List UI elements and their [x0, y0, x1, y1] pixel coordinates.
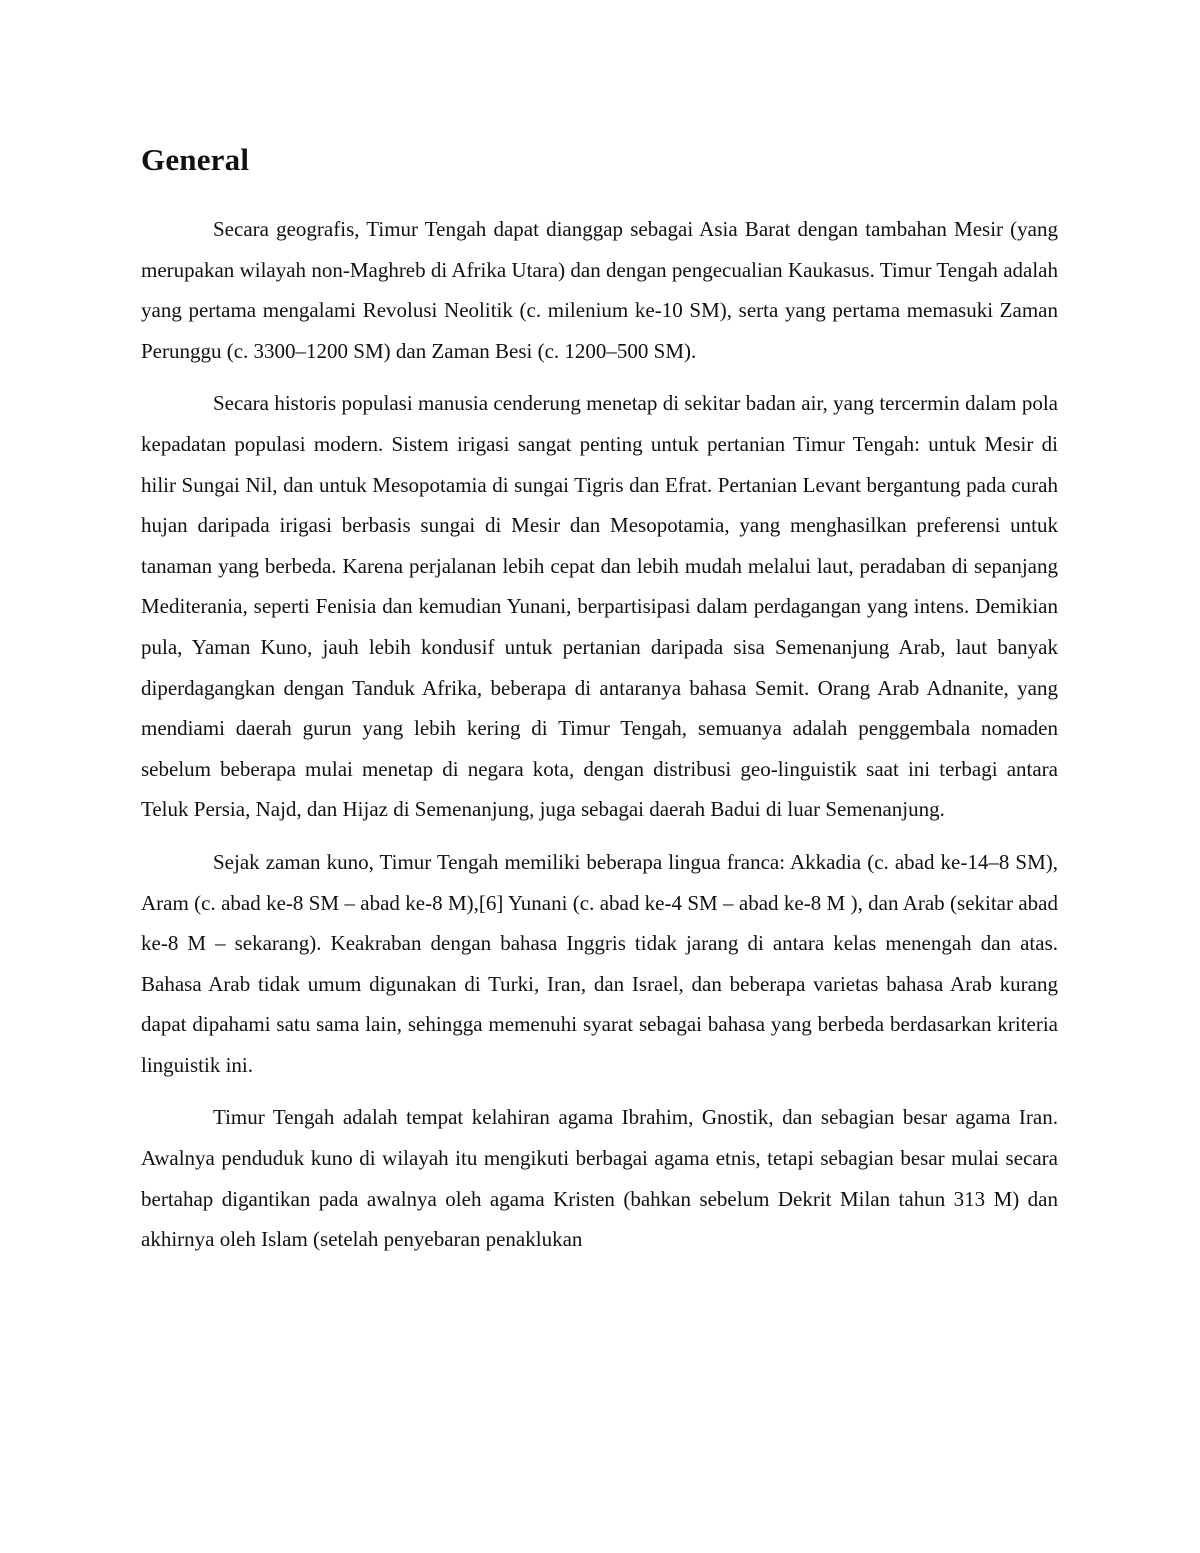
paragraph-history: Secara historis populasi manusia cenderung menetap di sekitar badan air, yang tercermin dalam pola kepadatan populasi modern. Sistem irigasi sangat penting untuk pertanian Timur Tengah: untuk Mesir di hilir Sungai Nil, dan untuk Mesopotamia di sungai Tigris dan Efrat. Pertanian Levant bergantung pada curah hujan daripada irigasi berbasis sungai di Mesir dan Mesopotamia, yang menghasilkan preferensi untuk tanaman yang berbeda. Karena perjalanan lebih cepat dan lebih mudah melalui laut, peradaban di sepanjang Mediterania, seperti Fenisia dan kemudian Yunani, berpartisipasi dalam perdagangan yang intens. Demikian pula, Yaman Kuno, jauh lebih kondusif untuk pertanian daripada sisa Semenanjung Arab, laut banyak diperdagangkan dengan Tanduk Afrika, beberapa di antaranya bahasa Semit. Orang Arab Adnanite, yang mendiami daerah gurun yang lebih kering di Timur Tengah, semuanya adalah penggembala nomaden sebelum beberapa mulai menetap di negara kota, dengan distribusi geo-linguistik saat ini terbagi antara Teluk Persia, Najd, dan Hijaz di Semenanjung, juga sebagai daerah Badui di luar Semenanjung. — [141, 391, 1058, 822]
document-body — [141, 140, 1058, 1260]
paragraph-languages: Sejak zaman kuno, Timur Tengah memiliki beberapa lingua franca: Akkadia (c. abad ke-14–8 SM), Aram (c. abad ke-8 SM – abad ke-8 M),[6] Yunani (c. abad ke-4 SM – abad ke-8 M ), dan Arab (sekitar abad ke-8 M – sekarang). Keakraban dengan bahasa Inggris tidak jarang di antara kelas menengah dan atas. Bahasa Arab tidak umum digunakan di Turki, Iran, dan Israel, dan beberapa varietas bahasa Arab kurang dapat dipahami satu sama lain, sehingga memenuhi syarat sebagai bahasa yang berbeda berdasarkan kriteria linguistik ini. — [141, 849, 1058, 1077]
paragraph-geography: Secara geografis, Timur Tengah dapat dianggap sebagai Asia Barat dengan tambahan Mesir (yang merupakan wilayah non-Maghreb di Afrika Utara) dan dengan pengecualian Kaukasus. Timur Tengah adalah yang pertama mengalami Revolusi Neolitik (c. milenium ke-10 SM), serta yang pertama memasuki Zaman Perunggu (c. 3300–1200 SM) dan Zaman Besi (c. 1200–500 SM). — [141, 217, 1058, 363]
paragraph-religion: Timur Tengah adalah tempat kelahiran agama Ibrahim, Gnostik, dan sebagian besar agama Iran. Awalnya penduduk kuno di wilayah itu mengikuti berbagai agama etnis, tetapi sebagian besar mulai secara bertahap digantikan pada awalnya oleh agama Kristen (bahkan sebelum Dekrit Milan tahun 313 M) dan akhirnya oleh Islam (setelah penyebaran penaklukan — [141, 1105, 1058, 1252]
document-heading: General — [141, 142, 250, 177]
